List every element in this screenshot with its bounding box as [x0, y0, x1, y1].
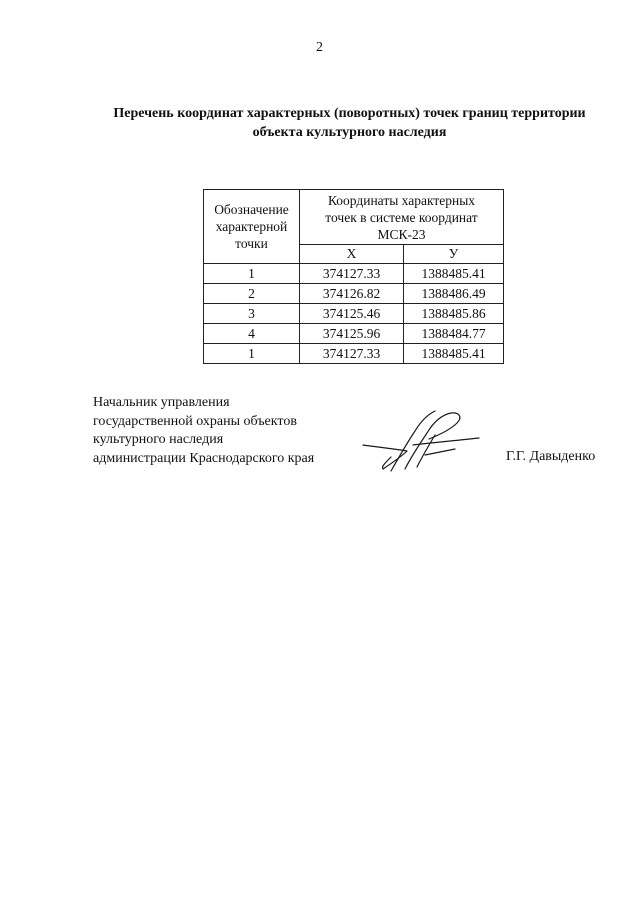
signatory-title-line: культурного наследия	[93, 432, 224, 447]
coordinates-group-header	[300, 190, 504, 245]
table-row	[204, 304, 504, 324]
point-cell: 1	[204, 344, 300, 364]
y-cell: 1388484.77	[404, 324, 504, 344]
y-cell: 1388485.41	[404, 344, 504, 364]
handwritten-signature	[355, 405, 485, 475]
title-line-1: Перечень координат характерных (поворотных) точек границ территории	[113, 106, 586, 121]
point-cell: 2	[204, 284, 300, 304]
coordinates-table	[203, 189, 504, 364]
point-label-header-line: Обозначение	[214, 202, 289, 217]
document-title	[60, 104, 639, 142]
coordinates-header-line: точек в системе координат	[325, 209, 478, 225]
coordinates-header-line: МСК-23	[377, 226, 426, 242]
signer-name: Г.Г. Давыденко	[506, 449, 596, 464]
x-cell: 374127.33	[300, 264, 404, 284]
point-label-header-line: точки	[235, 236, 268, 251]
y-cell: 1388485.41	[404, 264, 504, 284]
x-column-header: Х	[300, 245, 404, 264]
point-cell: 4	[204, 324, 300, 344]
table-row	[204, 324, 504, 344]
point-cell: 3	[204, 304, 300, 324]
signatory-title-line: Начальник управления	[93, 395, 230, 410]
signatory-block	[93, 394, 314, 468]
signatory-title-line: администрации Краснодарского края	[93, 450, 315, 466]
coordinates-header-line: Координаты характерных	[327, 192, 476, 208]
point-label-header	[204, 190, 300, 264]
table-row	[204, 264, 504, 284]
x-cell: 374125.46	[300, 304, 404, 324]
title-line-2: объекта культурного наследия	[252, 125, 447, 140]
y-column-header: У	[404, 245, 504, 264]
y-cell: 1388485.86	[404, 304, 504, 324]
signatory-title-line: государственной охраны объектов	[93, 413, 297, 429]
point-cell: 1	[204, 264, 300, 284]
table-row	[204, 344, 504, 364]
table-row	[204, 284, 504, 304]
y-cell: 1388486.49	[404, 284, 504, 304]
x-cell: 374126.82	[300, 284, 404, 304]
point-label-header-line: характерной	[215, 219, 288, 234]
page-number: 2	[316, 40, 323, 55]
x-cell: 374127.33	[300, 344, 404, 364]
x-cell: 374125.96	[300, 324, 404, 344]
